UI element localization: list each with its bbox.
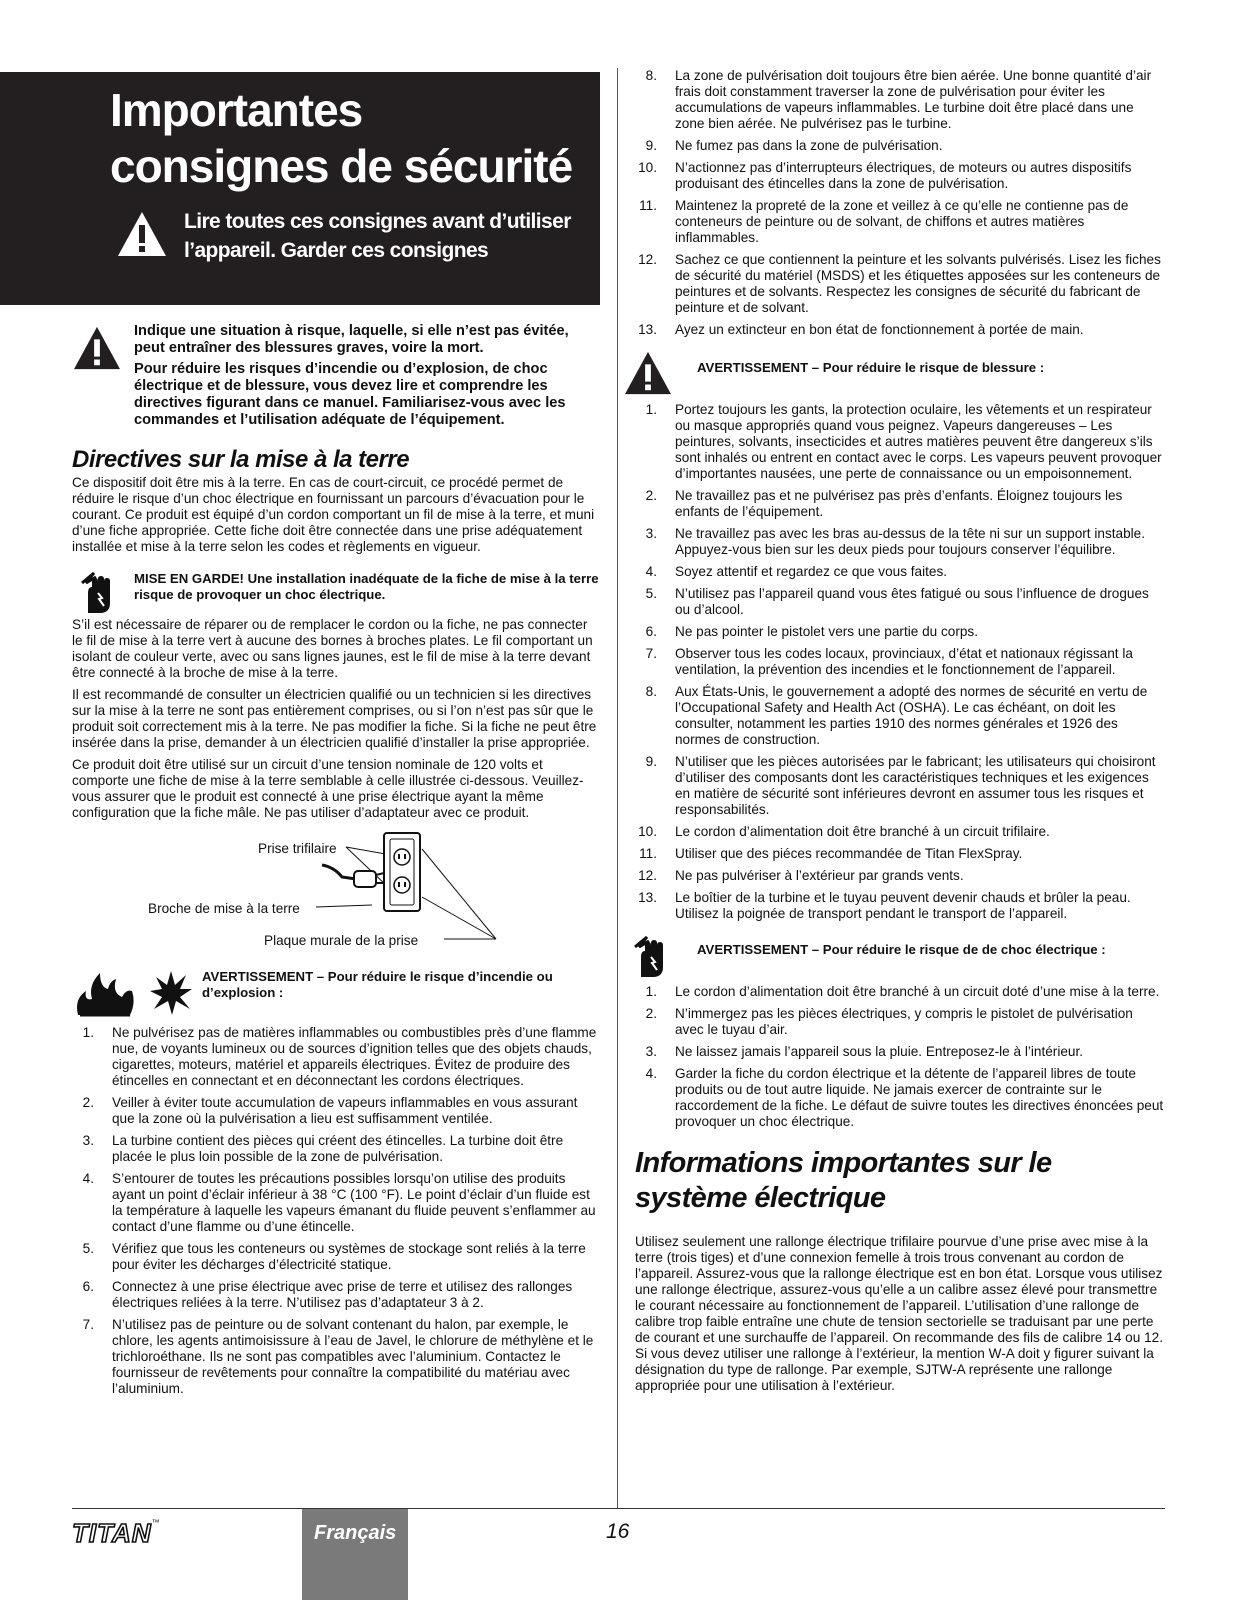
item-text: Ne fumez pas dans la zone de pulvérisation.: [675, 138, 943, 153]
title-line-2: consignes de sécurité: [110, 140, 573, 192]
list-item: [635, 402, 1165, 482]
label-ground-pin: Broche de mise à la terre: [148, 901, 300, 916]
item-number: 6.: [82, 1279, 94, 1294]
item-number: 1.: [645, 984, 657, 999]
electric-hand-icon: [627, 930, 669, 982]
list-item: [72, 1095, 600, 1127]
list-item: [72, 1171, 600, 1235]
list-item: [635, 754, 1165, 818]
column-divider: [617, 68, 618, 1508]
list-item: [635, 564, 1165, 580]
subtitle-line-1: Lire toutes ces consignes avant d’utiliser: [184, 210, 571, 233]
item-number: 6.: [645, 624, 657, 639]
item-number: 10.: [638, 824, 657, 839]
item-text: Soyez attentif et regardez ce que vous faites.: [675, 564, 948, 579]
fire-warning-list-continued: [635, 68, 1165, 338]
item-text: Observer tous les codes locaux, provinciaux, d’état et nationaux régissant la ventilation, la prévention des incendies et le fonctionnement de l’appareil.: [675, 646, 1133, 677]
intro-instruction-text: Pour réduire les risques d’incendie ou d’explosion, de choc électrique et de blessure, vous devez lire et comprendre les directives figurant dans ce manuel. Familiarisez-vous avec les commandes et l’utilisation adéquate de l’équipement.: [134, 361, 566, 428]
injury-warning-header: [635, 352, 1165, 398]
list-item: [635, 890, 1165, 922]
item-number: 1.: [645, 402, 657, 417]
item-text: S’entourer de toutes les précautions possibles lorsqu’on utilise des produits ayant un point d’éclair inférieur à 38 °C (100 °F). Le point d’éclair d’un fluide est la température à laquelle les vapeurs émanant du fluide peuvent s’enflammer au contact d’une flamme ou d’une étincelle.: [112, 1171, 596, 1234]
injury-warning-list: [635, 402, 1165, 922]
item-number: 5.: [645, 586, 657, 601]
fire-warning-heading: AVERTISSEMENT – Pour réduire le risque d’incendie ou d’explosion :: [202, 969, 553, 1000]
item-text: Ne laissez jamais l’appareil sous la pluie. Entreposez-le à l’intérieur.: [675, 1044, 1084, 1059]
list-item: [635, 868, 1165, 884]
item-text: La zone de pulvérisation doit toujours être bien aérée. Une bonne quantité d’air frais doit constamment traverser la zone de pulvérisation pour éviter les accumulations de vapeurs inflammables. Le turbine doit être placé dans une zone bien aérée. Ne pulvérisez pas le turbine.: [675, 68, 1152, 131]
list-item: [635, 1006, 1165, 1038]
item-number: 4.: [82, 1171, 94, 1186]
outlet-illustration: [72, 827, 600, 957]
item-text: N’immergez pas les pièces électriques, y compris le pistolet de pulvérisation avec le tuyau d’air.: [675, 1006, 1133, 1037]
item-text: Ne pas pointer le pistolet vers une partie du corps.: [675, 624, 979, 639]
list-item: [72, 1317, 600, 1397]
item-number: 10.: [638, 160, 657, 175]
left-column: [72, 323, 600, 1403]
language-label: Français: [314, 1522, 397, 1544]
item-text: Ayez un extincteur en bon état de fonctionnement à portée de main.: [675, 322, 1084, 337]
item-number: 11.: [639, 198, 657, 213]
titan-logo: [72, 1518, 160, 1549]
item-number: 2.: [645, 1006, 657, 1021]
item-text: Le cordon d’alimentation doit être branché à un circuit trifilaire.: [675, 824, 1050, 839]
title-line-1: Importantes: [110, 84, 363, 136]
subtitle-line-2: l’appareil. Garder ces consignes: [184, 239, 489, 262]
shock-warning-list: [635, 984, 1165, 1130]
list-item: [635, 984, 1165, 1000]
caution-block: [72, 571, 600, 603]
intro-warning-text: Indique une situation à risque, laquelle, si elle n’est pas évitée, peut entraîner des blessures graves, voire la mort.: [134, 323, 569, 356]
item-text: Sachez ce que contiennent la peinture et les solvants pulvérisés. Lisez les fiches de sécurité du matériel (MSDS) et les étiquettes apposées sur les conteneurs de peintures et de solvants. Respectez les consignes de sécurité du fabricant de peinture et de solvant.: [675, 252, 1161, 315]
item-text: Ne pas pulvériser à l’extérieur par grands vents.: [675, 868, 964, 883]
item-text: N’utilisez pas de peinture ou de solvant contenant du halon, par exemple, le chlore, les agents antimoisissure à l’eau de Javel, le chlorure de méthylène et le trichloroéthane. Ils ne sont pas compatibles avec l’aluminium. Contactez le fournisseur de revêtements pour connaître la compatibilité du matériau avec l’aluminium.: [112, 1317, 594, 1396]
electrical-heading-line-1: Informations importantes sur le: [635, 1147, 1052, 1179]
list-item: [72, 1133, 600, 1165]
list-item: [635, 488, 1165, 520]
list-item: [635, 252, 1165, 316]
item-number: 13.: [638, 890, 657, 905]
item-text: Le boîtier de la turbine et le tuyau peuvent devenir chauds et brûler la peau. Utilisez la poignée de transport pendant le transport de l’appareil.: [675, 890, 1131, 921]
item-number: 4.: [645, 564, 657, 579]
electrical-heading: [635, 1146, 1165, 1216]
item-number: 11.: [639, 846, 657, 861]
list-item: [635, 198, 1165, 246]
grounding-paragraph-3: Il est recommandé de consulter un électricien qualifié ou un technicien si les directives sur la mise à la terre ne sont pas entièrement comprises, ou si l’on n’est pas sûr que le produit soit correctement mis à la terre. Ne pas modifier la fiche. Si la fiche ne peut être insérée dans la prise, demander à un électricien qualifié d’installer la prise appropriée.: [72, 687, 597, 750]
item-text: Maintenez la propreté de la zone et veillez à ce qu’elle ne contienne pas de conteneurs de peinture ou de solvant, de chiffons et autres matières inflammables.: [675, 198, 1129, 245]
item-text: Connectez à une prise électrique avec prise de terre et utilisez des rallonges électriques reliées à la terre. N’utilisez pas d’adaptateur 3 à 2.: [112, 1279, 573, 1310]
item-text: Vérifiez que tous les conteneurs ou systèmes de stockage sont reliés à la terre pour éviter les décharges d’électricité statique.: [112, 1241, 586, 1272]
list-item: [635, 586, 1165, 618]
footer-rule: [72, 1508, 1165, 1509]
list-item: [635, 68, 1165, 132]
item-number: 1.: [82, 1025, 94, 1040]
item-text: Le cordon d’alimentation doit être branché à un circuit doté d’une mise à la terre.: [675, 984, 1160, 999]
list-item: [635, 138, 1165, 154]
warning-triangle-icon: [623, 350, 673, 396]
caution-text: MISE EN GARDE! Une installation inadéquate de la fiche de mise à la terre risque de provoquer un choc électrique.: [134, 571, 599, 602]
list-item: [635, 526, 1165, 558]
fire-icon: [74, 969, 136, 1017]
item-number: 4.: [645, 1066, 657, 1081]
item-text: Garder la fiche du cordon électrique et la détente de l’appareil libres de toute produits ou de tout autre liquide. Ne jamais exercer de contrainte sur le raccordement de la fiche. Le défaut de suivre toutes les directives énoncées peut provoquer un choc électrique.: [675, 1066, 1164, 1129]
item-number: 2.: [645, 488, 657, 503]
list-item: [635, 646, 1165, 678]
fire-warning-header: [72, 969, 600, 1015]
electric-hand-icon: [74, 569, 116, 615]
list-item: [635, 160, 1165, 192]
item-number: 3.: [645, 526, 657, 541]
list-item: [635, 846, 1165, 862]
item-text: N’utilisez pas l’appareil quand vous êtes fatigué ou sous l’influence de drogues ou d’alcool.: [675, 586, 1149, 617]
item-text: La turbine contient des pièces qui créent des étincelles. La turbine doit être placée le plus loin possible de la zone de pulvérisation.: [112, 1133, 564, 1164]
item-number: 3.: [645, 1044, 657, 1059]
explosion-icon: [148, 969, 194, 1017]
item-number: 12.: [638, 868, 657, 883]
item-text: Ne travaillez pas et ne pulvérisez pas près d’enfants. Éloignez toujours les enfants de l’équipement.: [675, 488, 1123, 519]
list-item: [72, 1025, 600, 1089]
item-number: 5.: [82, 1241, 94, 1256]
list-item: [635, 824, 1165, 840]
warning-triangle-icon: [116, 210, 168, 258]
title-banner: [0, 72, 600, 305]
warning-triangle-icon: [72, 325, 122, 371]
item-number: 8.: [645, 684, 657, 699]
item-number: 13.: [638, 322, 657, 337]
right-column: [635, 68, 1165, 1400]
item-text: Portez toujours les gants, la protection oculaire, les vêtements et un respirateur ou masque appropriés quand vous peignez. Vapeurs dangereuses – Les peintures, solvants, insecticides et autres matières peuvent être dangereux s’ils sont inhalés ou entrent en contact avec le corps. Les vapeurs peuvent provoquer d’importantes nausées, une perte de connaissance ou un empoisonnement.: [675, 402, 1162, 481]
language-tab: [302, 1509, 408, 1600]
fire-warning-list: [72, 1025, 600, 1397]
electrical-heading-line-2: système électrique: [635, 1182, 886, 1214]
shock-warning-heading: AVERTISSEMENT – Pour réduire le risque de de choc électrique :: [697, 942, 1106, 957]
item-number: 9.: [645, 138, 657, 153]
intro-warning: [72, 323, 600, 429]
item-text: Ne pulvérisez pas de matières inflammables ou combustibles près d’une flamme nue, de voyants lumineux ou de sources d’ignition telles que des objets chauds, cigarettes, moteurs, matériel et appareils électriques. Évitez de produire des étincelles en connectant et en déconnectant les cordons électriques.: [112, 1025, 597, 1088]
label-wall-plate: Plaque murale de la prise: [264, 933, 419, 948]
item-number: 7.: [645, 646, 657, 661]
list-item: [635, 684, 1165, 748]
item-text: Utiliser que des piéces recommandée de Titan FlexSpray.: [675, 846, 1023, 861]
item-number: 2.: [82, 1095, 94, 1110]
plug-diagram: [72, 827, 600, 957]
item-number: 3.: [82, 1133, 94, 1148]
item-text: N’actionnez pas d’interrupteurs électriques, de moteurs ou autres dispositifs produisant des étincelles dans la zone de pulvérisation.: [675, 160, 1132, 191]
item-number: 7.: [82, 1317, 94, 1332]
injury-warning-heading: AVERTISSEMENT – Pour réduire le risque de blessure :: [697, 360, 1045, 375]
label-outlet: Prise trifilaire: [258, 841, 337, 856]
item-text: Ne travaillez pas avec les bras au-dessus de la tête ni sur un support instable. Appuyez-vous bien sur les deux pieds pour toujours conserver l’équilibre.: [675, 526, 1145, 557]
logo-trademark: ™: [151, 1518, 160, 1527]
list-item: [635, 1044, 1165, 1060]
page-title: [110, 82, 572, 194]
item-number: 8.: [645, 68, 657, 83]
list-item: [635, 624, 1165, 640]
item-number: 9.: [645, 754, 657, 769]
electrical-paragraph: Utilisez seulement une rallonge électrique trifilaire pourvue d’une prise avec mise à la terre (trois tiges) et d’une connexion femelle à trois trous convenant au cordon de l’appareil. Assurez-vous que la rallonge électrique est en bon état. Lorsque vous utilisez une rallonge électrique, assurez-vous qu’elle a un calibre assez élevé pour transmettre le courant nécessaire au fonctionnement de l’appareil. L’utilisation d’une rallonge de calibre trop faible entraîne une chute de tension sectorielle se traduisant par une perte de courant et une surchauffe de l’appareil. On recommande des fils de calibre 14 ou 12. Si vous devez utiliser une rallonge à l’extérieur, la mention W-A doit y figurer suivant la désignation du type de rallonge. Par exemple, SJTW-A représente une rallonge appropriée pour une utilisation à l’extérieur.: [635, 1234, 1163, 1393]
grounding-heading: Directives sur la mise à la terre: [72, 446, 410, 473]
item-text: Veiller à éviter toute accumulation de vapeurs inflammables en vous assurant que la zone où la pulvérisation a lieu est suffisamment ventilée.: [112, 1095, 578, 1126]
title-subtitle: [184, 207, 571, 265]
grounding-paragraph-4: Ce produit doit être utilisé sur un circuit d’une tension nominale de 120 volts et comporte une fiche de mise à la terre semblable à celle illustrée ci-dessous. Veuillez-vous assurer que le produit est connecté à une prise électrique ayant la même configuration que la fiche mâle. Ne pas utiliser d’adaptateur avec ce produit.: [72, 757, 584, 820]
grounding-paragraph-2: S’il est nécessaire de réparer ou de remplacer le cordon ou la fiche, ne pas connecter le fil de mise à la terre vert à aucune des bornes à broches plates. Le fil comportant un isolant de couleur verte, avec ou sans lignes jaunes, est le fil de mise à la terre devant être connecté à la broche de mise à la terre.: [72, 617, 593, 680]
list-item: [72, 1279, 600, 1311]
list-item: [72, 1241, 600, 1273]
item-text: N’utiliser que les pièces autorisées par le fabricant; les utilisateurs qui choisiront d’utiliser des composants dont les caractéristiques techniques et les exigences en matière de sécurité sont inférieures devront en assumer tous les risques et responsabilités.: [675, 754, 1156, 817]
grounding-paragraph-1: Ce dispositif doit être mis à la terre. En cas de court-circuit, ce procédé permet de réduire le risque d’un choc électrique en fournissant un parcours d’évacuation pour le courant. Ce produit est équipé d’un cordon comportant un fil de mise à la terre, et muni d’une fiche appropriée. Cette fiche doit être connectée dans une prise adéquatement installée et mise à la terre selon les codes et règlements en vigueur.: [72, 475, 595, 554]
item-text: Aux États-Unis, le gouvernement a adopté des normes de sécurité en vertu de l’Occupational Safety and Health Act (OSHA). Le cas échéant, on doit les consulter, notamment les parties 1910 des normes générales et 1926 des normes de construction.: [675, 684, 1148, 747]
list-item: [635, 1066, 1165, 1130]
item-number: 12.: [638, 252, 657, 267]
logo-text: TITAN: [72, 1518, 152, 1548]
page-number: 16: [606, 1520, 630, 1543]
list-item: [635, 322, 1165, 338]
shock-warning-header: [635, 936, 1165, 982]
